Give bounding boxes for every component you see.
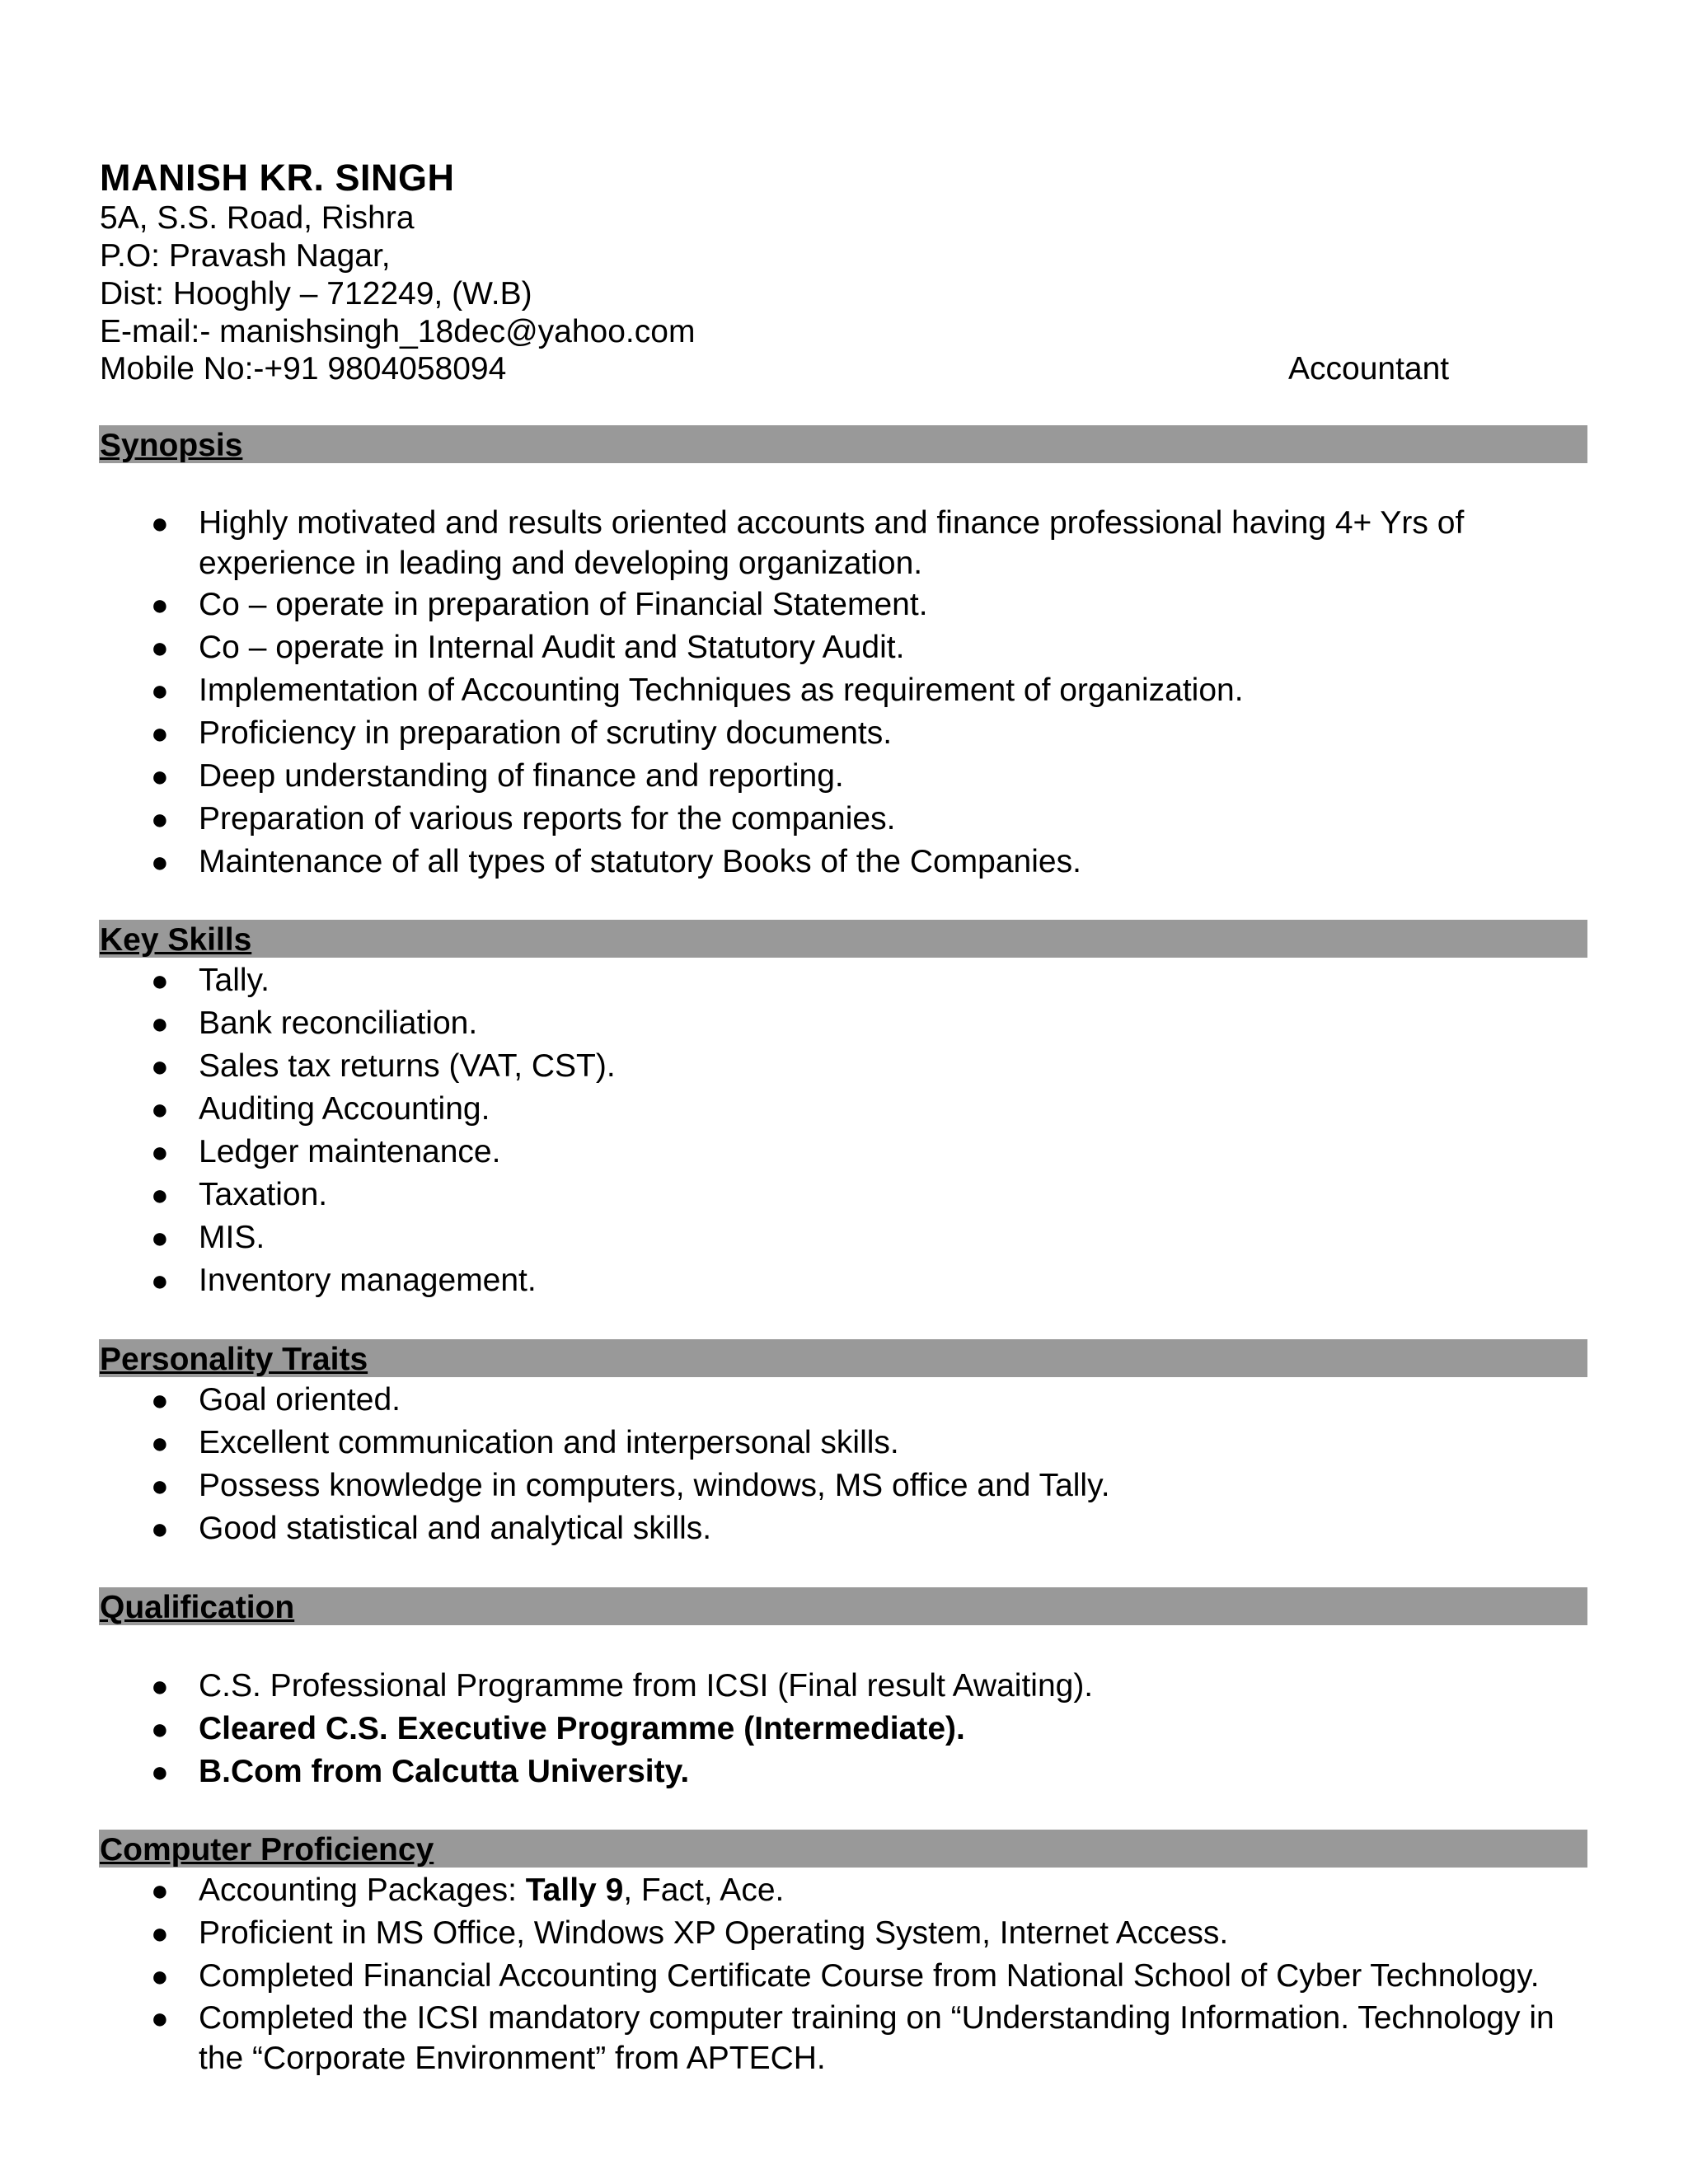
list-item	[0, 1869, 1688, 1912]
list-item	[0, 1750, 1688, 1793]
address-line: P.O: Pravash Nagar,	[100, 238, 391, 274]
list-item-text: Proficiency in preparation of scrutiny documents.	[199, 715, 893, 751]
bullet-icon: ●	[151, 1511, 169, 1545]
list-item-text: Ledger maintenance.	[199, 1134, 501, 1169]
computer-list	[0, 1869, 1688, 2079]
list-item-text: Deep understanding of finance and reporting.	[199, 758, 844, 794]
list-item-text: B.Com from Calcutta University.	[199, 1754, 690, 1789]
list-item-text: Co – operate in preparation of Financial Statement.	[199, 587, 928, 622]
mobile-line: Mobile No:-+91 9804058094	[100, 351, 507, 387]
list-item-text: Completed Financial Accounting Certificate Course from National School of Cyber Technology.	[199, 1958, 1540, 1994]
list-item-text: Tally.	[199, 963, 270, 998]
qualification-list	[0, 1665, 1688, 1793]
list-item	[0, 755, 1688, 798]
bullet-icon: ●	[151, 1221, 169, 1254]
list-item-text: Highly motivated and results oriented accounts and finance professional having 4+ Yrs of experience in leading and developing organization.	[199, 505, 1465, 581]
address-line: Dist: Hooghly – 712249, (W.B)	[100, 276, 532, 312]
list-item-text: Bank reconciliation.	[199, 1005, 478, 1041]
bullet-icon: ●	[151, 1006, 169, 1040]
bullet-icon: ●	[151, 1426, 169, 1460]
list-item	[0, 1088, 1688, 1131]
list-item-text: Auditing Accounting.	[199, 1091, 490, 1127]
list-item	[0, 503, 1688, 583]
list-item-text: , Fact, Ace.	[623, 1872, 785, 1908]
address-line: 5A, S.S. Road, Rishra	[100, 200, 415, 236]
list-item	[0, 1465, 1688, 1507]
list-item-text: Maintenance of all types of statutory Books of the Companies.	[199, 844, 1081, 879]
list-item	[0, 1507, 1688, 1550]
bullet-icon: ●	[151, 1469, 169, 1502]
section-title-synopsis: Synopsis	[100, 428, 243, 463]
list-item	[0, 841, 1688, 883]
bullet-icon: ●	[151, 1178, 169, 1212]
section-bar-synopsis	[99, 425, 1587, 463]
bullet-icon: ●	[151, 802, 169, 836]
list-item	[0, 959, 1688, 1002]
bullet-icon: ●	[151, 2001, 169, 2035]
bullet-icon: ●	[151, 845, 169, 879]
section-title-computer: Computer Proficiency	[100, 1832, 434, 1868]
bullet-icon: ●	[151, 1959, 169, 1993]
list-item-text: Co – operate in Internal Audit and Statutory Audit.	[199, 630, 905, 665]
list-item-text: C.S. Professional Programme from ICSI (Final result Awaiting).	[199, 1668, 1094, 1704]
list-item-text: Preparation of various reports for the companies.	[199, 801, 896, 837]
list-item	[0, 1002, 1688, 1045]
bullet-icon: ●	[151, 1669, 169, 1703]
list-item	[0, 1998, 1688, 2079]
list-item-text: Sales tax returns (VAT, CST).	[199, 1048, 616, 1084]
job-role: Accountant	[1288, 351, 1450, 387]
list-item-text: MIS.	[199, 1220, 265, 1255]
list-item	[0, 1216, 1688, 1259]
bullet-icon: ●	[151, 1755, 169, 1788]
list-item	[0, 1259, 1688, 1302]
list-item	[0, 626, 1688, 669]
list-item	[0, 1912, 1688, 1955]
list-item-bold-text: Tally 9	[525, 1872, 624, 1908]
list-item	[0, 1379, 1688, 1422]
bullet-icon: ●	[151, 1712, 169, 1746]
bullet-icon: ●	[151, 759, 169, 793]
list-item-text: Proficient in MS Office, Windows XP Operating System, Internet Access.	[199, 1915, 1229, 1951]
section-title-qualification: Qualification	[100, 1590, 295, 1625]
personality-list	[0, 1379, 1688, 1550]
section-bar-qualification	[99, 1587, 1587, 1625]
list-item-text: Accounting Packages:	[199, 1872, 526, 1908]
list-item	[0, 1045, 1688, 1088]
section-bar-key-skills	[99, 920, 1587, 958]
key-skills-list	[0, 959, 1688, 1302]
list-item-text: Taxation.	[199, 1177, 328, 1212]
email-line: E-mail:- manishsingh_18dec@yahoo.com	[100, 314, 696, 349]
bullet-icon: ●	[151, 963, 169, 997]
bullet-icon: ●	[151, 630, 169, 664]
list-item	[0, 712, 1688, 755]
bullet-icon: ●	[151, 588, 169, 621]
list-item-text: Possess knowledge in computers, windows, MS office and Tally.	[199, 1468, 1110, 1503]
section-title-key-skills: Key Skills	[100, 922, 252, 958]
section-title-personality: Personality Traits	[100, 1342, 368, 1377]
bullet-icon: ●	[151, 1135, 169, 1169]
list-item	[0, 1708, 1688, 1750]
synopsis-list	[0, 503, 1688, 883]
list-item	[0, 1131, 1688, 1174]
list-item	[0, 1955, 1688, 1998]
bullet-icon: ●	[151, 1916, 169, 1950]
list-item	[0, 1665, 1688, 1708]
list-item-text: Cleared C.S. Executive Programme (Intermediate).	[199, 1711, 965, 1746]
list-item	[0, 583, 1688, 626]
list-item-text: Completed the ICSI mandatory computer training on “Understanding Information. Technology in the “Corporate Environment” from APTECH.	[199, 2000, 1554, 2076]
list-item-text: Goal oriented.	[199, 1382, 401, 1418]
bullet-icon: ●	[151, 1049, 169, 1083]
list-item-text: Good statistical and analytical skills.	[199, 1511, 712, 1546]
bullet-icon: ●	[151, 716, 169, 750]
list-item	[0, 798, 1688, 841]
bullet-icon: ●	[151, 1383, 169, 1417]
list-item	[0, 1174, 1688, 1216]
list-item-text: Implementation of Accounting Techniques as requirement of organization.	[199, 673, 1244, 708]
list-item	[0, 669, 1688, 712]
list-item-text: Excellent communication and interpersonal skills.	[199, 1425, 899, 1460]
list-item	[0, 1422, 1688, 1465]
bullet-icon: ●	[151, 1263, 169, 1297]
list-item-text: Inventory management.	[199, 1263, 537, 1298]
bullet-icon: ●	[151, 506, 169, 540]
bullet-icon: ●	[151, 673, 169, 707]
bullet-icon: ●	[151, 1092, 169, 1126]
bullet-icon: ●	[151, 1873, 169, 1907]
candidate-name: MANISH KR. SINGH	[100, 157, 455, 199]
